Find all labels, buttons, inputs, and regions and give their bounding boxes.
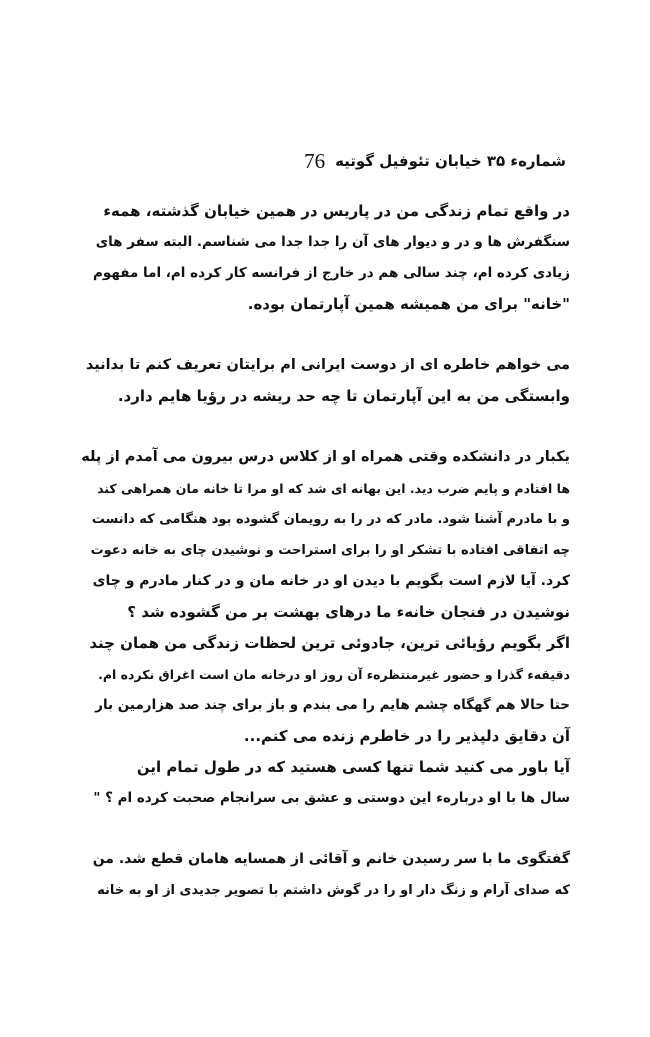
text-line: اگر بگویم رؤیائی ترین، جادوئی ترین لحظات زندگی من همان چند (89, 634, 570, 652)
text-line: کرد. آیا لازم است بگویم با دیدن او در خانه مان و در کنار مادرم و چای (92, 573, 570, 589)
text-line: سال ها با او درباره‌ء این دوستی و عشق بی سرانجام صحبت کرده ام ؟ " (93, 790, 570, 806)
paragraph (80, 844, 570, 906)
chapter-title: شماره‌ء ۳۵ خیابان تئوفیل گوتیه (335, 152, 566, 170)
text-line: در واقع تمام زندگی من در پاریس در همین خیابان گذشته، همهء (103, 202, 570, 220)
paragraph (80, 196, 570, 320)
text-line: که صدای آرام و زنگ دار او را در گوش داشتم با تصویر جدیدی از او به خانه (97, 883, 570, 898)
text-line: و با مادرم آشنا شود. مادر که در را به رویمان گشوده بود هنگامی که دانست (91, 512, 570, 527)
text-line: ها افتادم و پایم ضرب دید. این بهانه ای شد که او مرا تا خانه مان همراهی کند (97, 481, 570, 496)
body-text (80, 196, 570, 906)
paragraph (80, 628, 570, 752)
text-line: حتا حالا هم گهگاه چشم هایم را می بندم و باز برای چند صد هزارمین بار (95, 697, 570, 713)
text-line: گفتگوی ما با سر رسیدن خانم و آقائی از همسایه هامان قطع شد. من (92, 851, 570, 867)
text-line: آن دقایق دلپذیر را در خاطرم زنده می کنم... (243, 727, 570, 745)
running-header (84, 148, 566, 174)
page-number: 76 (304, 148, 326, 173)
paragraph (80, 350, 570, 412)
text-line: چه اتفاقی افتاده با تشکر او را برای استراحت و نوشیدن چای به خانه دعوت (90, 543, 570, 558)
text-line: سنگفرش ها و در و دیوار های آن را جدا جدا می شناسم. البته سفر های (95, 234, 570, 250)
text-line: می خواهم خاطره ای از دوست ایرانی ام برایتان تعریف کنم تا بدانید (85, 357, 570, 373)
text-line: زیادی کرده ام، چند سالی هم در خارج از فرانسه کار کرده ام، اما مفهوم (92, 265, 570, 281)
paragraph (80, 442, 570, 628)
text-line: وابستگی من به این آپارتمان تا چه حد ریشه در رؤیا هایم دارد. (117, 387, 570, 405)
text-line: نوشیدن در فنجان خانهء ما درهای بهشت بر من گشوده شد ؟ (127, 603, 570, 621)
text-line: یکبار در دانشکده وقتی همراه او از کلاس درس بیرون می آمدم از پله (81, 449, 570, 465)
text-line: "خانه" برای من همیشه همین آپارتمان بوده. (247, 295, 570, 313)
text-line: آیا باور می کنید شما تنها کسی هستید که در طول تمام این (136, 758, 570, 776)
text-line: دقیقهء گذرا و حضور غیرمنتظرهء آن روز او درخانه مان است اغراق نکرده ام. (98, 667, 570, 682)
paragraph (80, 752, 570, 814)
